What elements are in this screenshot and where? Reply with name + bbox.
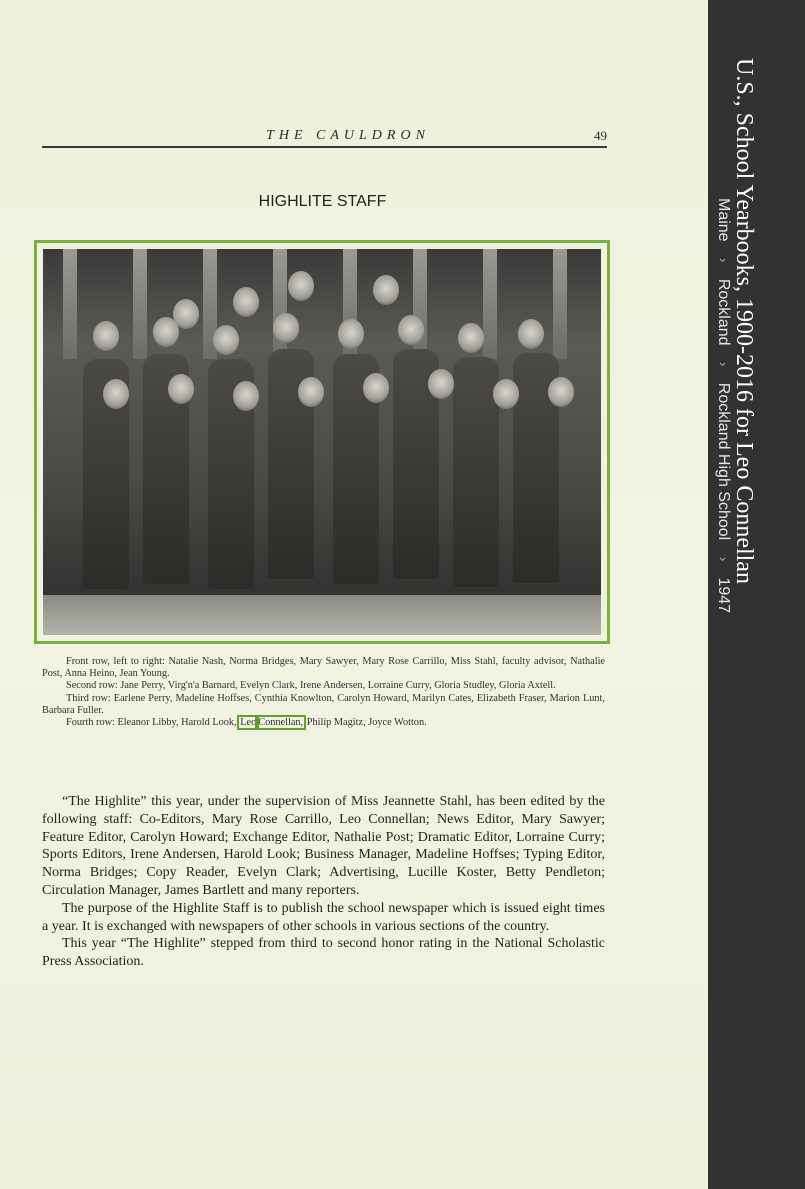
record-title: U.S., School Yearbooks, 1900-2016 for Leo Connellan — [731, 58, 757, 584]
article-body — [42, 793, 605, 971]
breadcrumb-school[interactable]: Rockland High School — [715, 382, 732, 541]
group-photo — [43, 249, 601, 635]
caption-front-row: Front row, left to right: Natalie Nash, Norma Bridges, Mary Sawyer, Mary Rose Carrillo, Miss Stahl, faculty advisor, Nathalie Post, Anna Heino, Jean Young. — [42, 656, 605, 680]
highlight-leo[interactable]: Leo — [240, 717, 257, 729]
breadcrumb-separator-icon: › — [716, 258, 731, 263]
caption-fourth-row-before: Fourth row: Eleanor Libby, Harold Look, — [66, 717, 237, 729]
caption-second-row: Second row: Jane Perry, Virg'n'a Barnard, Evelyn Clark, Irene Andersen, Lorraine Curry, Gloria Studley, Gloria Axtell. — [66, 680, 556, 692]
running-title: THE CAULDRON — [266, 128, 430, 143]
highlight-connellan[interactable]: Connellan, — [258, 717, 304, 729]
article-paragraph-1: “The Highlite” this year, under the supervision of Miss Jeannette Stahl, has been edited by the following staff: Co-Editors, Mary Rose Carrillo, Leo Connellan; News Editor, Mary Sawyer; Feature Editor, Carolyn Howard; Exchange Editor, Nathalie Post; Dramatic Editor, Lorraine Curry; Sports Editors, Irene Andersen, Harold Look; Business Manager, Madeline Hoffses; Typing Editor, Norma Bridges; Copy Reader, Evelyn Clark; Advertising, Lucille Koster, Betty Pendleton; Circulation Manager, James Bartlett and many reporters. — [42, 794, 605, 898]
article-paragraph-2: The purpose of the Highlite Staff is to publish the school newspaper which is issued eight times a year. It is exchanged with newspapers of other schools in various sections of the country. — [42, 900, 605, 934]
section-title: HIGHLITE STAFF — [258, 193, 387, 210]
breadcrumb-state[interactable]: Maine — [715, 198, 732, 242]
caption-third-row: Third row: Earlene Perry, Madeline Hoffses, Cynthia Knowlton, Carolyn Howard, Marilyn Cates, Elizabeth Fraser, Marion Lunt, Barbara Fuller. — [42, 692, 605, 716]
page-header — [42, 128, 607, 148]
breadcrumb-city[interactable]: Rockland — [715, 278, 732, 346]
page-number: 49 — [594, 128, 607, 143]
breadcrumb-separator-icon: › — [716, 361, 731, 367]
caption-fourth-row-after: Philip Magitz, Joyce Wotton. — [306, 717, 427, 729]
breadcrumb-year[interactable]: 1947 — [715, 577, 732, 614]
breadcrumb-separator-icon: › — [716, 556, 731, 561]
breadcrumb — [714, 198, 732, 613]
photo-caption — [42, 656, 605, 729]
caption-fourth-row — [42, 717, 605, 729]
article-paragraph-3: This year “The Highlite” stepped from third to second honor rating in the National Scholastic Press Association. — [42, 936, 605, 970]
group-photo-frame[interactable] — [34, 240, 610, 644]
